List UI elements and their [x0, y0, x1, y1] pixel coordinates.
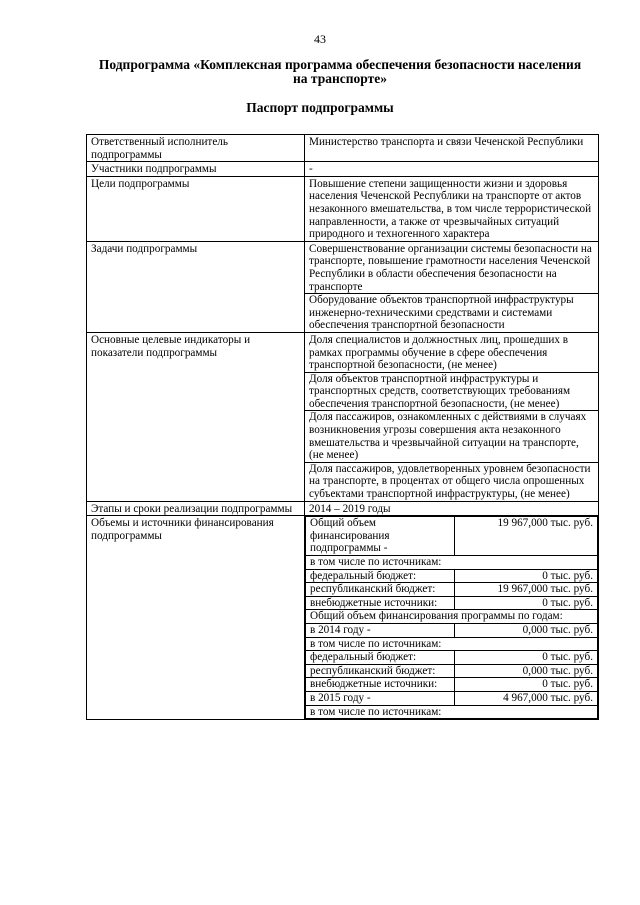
row-label: Объемы и источники финансирования подпрограммы [87, 516, 305, 720]
fin-value: 4 967,000 тыс. руб. [454, 691, 597, 705]
financing-table [305, 516, 598, 719]
table-row [306, 569, 598, 583]
fin-value: 0,000 тыс. руб. [454, 664, 597, 678]
table-row [87, 332, 599, 501]
fin-note: в том числе по источникам: [306, 705, 598, 719]
table-row [306, 637, 598, 651]
page-number: 43 [314, 32, 326, 46]
row-label: Задачи подпрограммы [87, 241, 305, 332]
table-row [87, 162, 599, 177]
row-label: Цели подпрограммы [87, 176, 305, 241]
fin-label: внебюджетные источники: [306, 596, 455, 610]
fin-value: 0 тыс. руб. [454, 569, 597, 583]
fin-value: 19 967,000 тыс. руб. [454, 583, 597, 597]
fin-value: 19 967,000 тыс. руб. [454, 517, 597, 556]
table-row [306, 664, 598, 678]
fin-label: республиканский бюджет: [306, 664, 455, 678]
indicator-item: Доля объектов транспортной инфраструктуры и транспортных средств, соответствующих требованиям обеспечения транспортной безопасности, (не менее) [305, 373, 598, 412]
fin-label: федеральный бюджет: [306, 651, 455, 665]
row-label: Основные целевые индикаторы и показатели подпрограммы [87, 332, 305, 501]
indicator-item: Доля специалистов и должностных лиц, прошедших в рамках программы обучение в сфере обеспечения транспортной безопасности, (не менее) [305, 334, 598, 373]
table-row [306, 556, 598, 570]
passport-table [86, 134, 599, 720]
row-value: Министерство транспорта и связи Чеченской Республики [305, 135, 599, 162]
task-item: Совершенствование организации системы безопасности на транспорте, повышение грамотности населения Чеченской Республики в области обеспечения безопасности на транспорте [305, 243, 598, 294]
table-row [306, 651, 598, 665]
fin-label: в 2015 году - [306, 691, 455, 705]
fin-label: республиканский бюджет: [306, 583, 455, 597]
table-row [87, 241, 599, 332]
fin-label: внебюджетные источники: [306, 678, 455, 692]
table-row [306, 623, 598, 637]
row-label: Ответственный исполнитель подпрограммы [87, 135, 305, 162]
table-row [306, 691, 598, 705]
row-label: Этапы и сроки реализации подпрограммы [87, 501, 305, 516]
table-row [306, 678, 598, 692]
document-subtitle: Паспорт подпрограммы [246, 100, 394, 115]
indicator-item: Доля пассажиров, ознакомленных с действиями в случаях возникновения угрозы совершения акта незаконного вмешательства и чрезвычайной ситуации на транспорте, (не менее) [305, 411, 598, 462]
row-value [305, 241, 599, 332]
table-row [87, 135, 599, 162]
row-value: 2014 – 2019 годы [305, 501, 599, 516]
row-value [305, 332, 599, 501]
fin-label: федеральный бюджет: [306, 569, 455, 583]
table-row [87, 501, 599, 516]
row-value: - [305, 162, 599, 177]
table-row [306, 705, 598, 719]
table-row [306, 583, 598, 597]
fin-note: Общий объем финансирования программы по годам: [306, 610, 598, 624]
fin-value: 0 тыс. руб. [454, 678, 597, 692]
fin-value: 0 тыс. руб. [454, 596, 597, 610]
fin-value: 0,000 тыс. руб. [454, 623, 597, 637]
fin-note: в том числе по источникам: [306, 556, 598, 570]
table-row [306, 596, 598, 610]
financing-cell [305, 516, 599, 720]
row-label: Участники подпрограммы [87, 162, 305, 177]
fin-value: 0 тыс. руб. [454, 651, 597, 665]
table-row [306, 610, 598, 624]
table-row [87, 176, 599, 241]
task-item: Оборудование объектов транспортной инфраструктуры инженерно-техническими средствами и системами обеспечения транспортной безопасности [309, 294, 574, 332]
fin-note: в том числе по источникам: [306, 637, 598, 651]
row-value: Повышение степени защищенности жизни и здоровья населения Чеченской Республики на транспорте от актов незаконного вмешательства, в том числе террористической направленности, а также от чрезвычайных ситуаций природного и техногенного характера [305, 176, 599, 241]
table-row [87, 516, 599, 720]
table-row [306, 517, 598, 556]
fin-label: Общий объем финансирования подпрограммы - [306, 517, 455, 556]
document-title: Подпрограмма «Комплексная программа обеспечения безопасности населения на транспорте» [98, 57, 582, 86]
fin-label: в 2014 году - [306, 623, 455, 637]
indicator-item: Доля пассажиров, удовлетворенных уровнем безопасности на транспорте, в процентах от общего числа опрошенных субъектами транспортной инфраструктуры, (не менее) [309, 462, 591, 501]
